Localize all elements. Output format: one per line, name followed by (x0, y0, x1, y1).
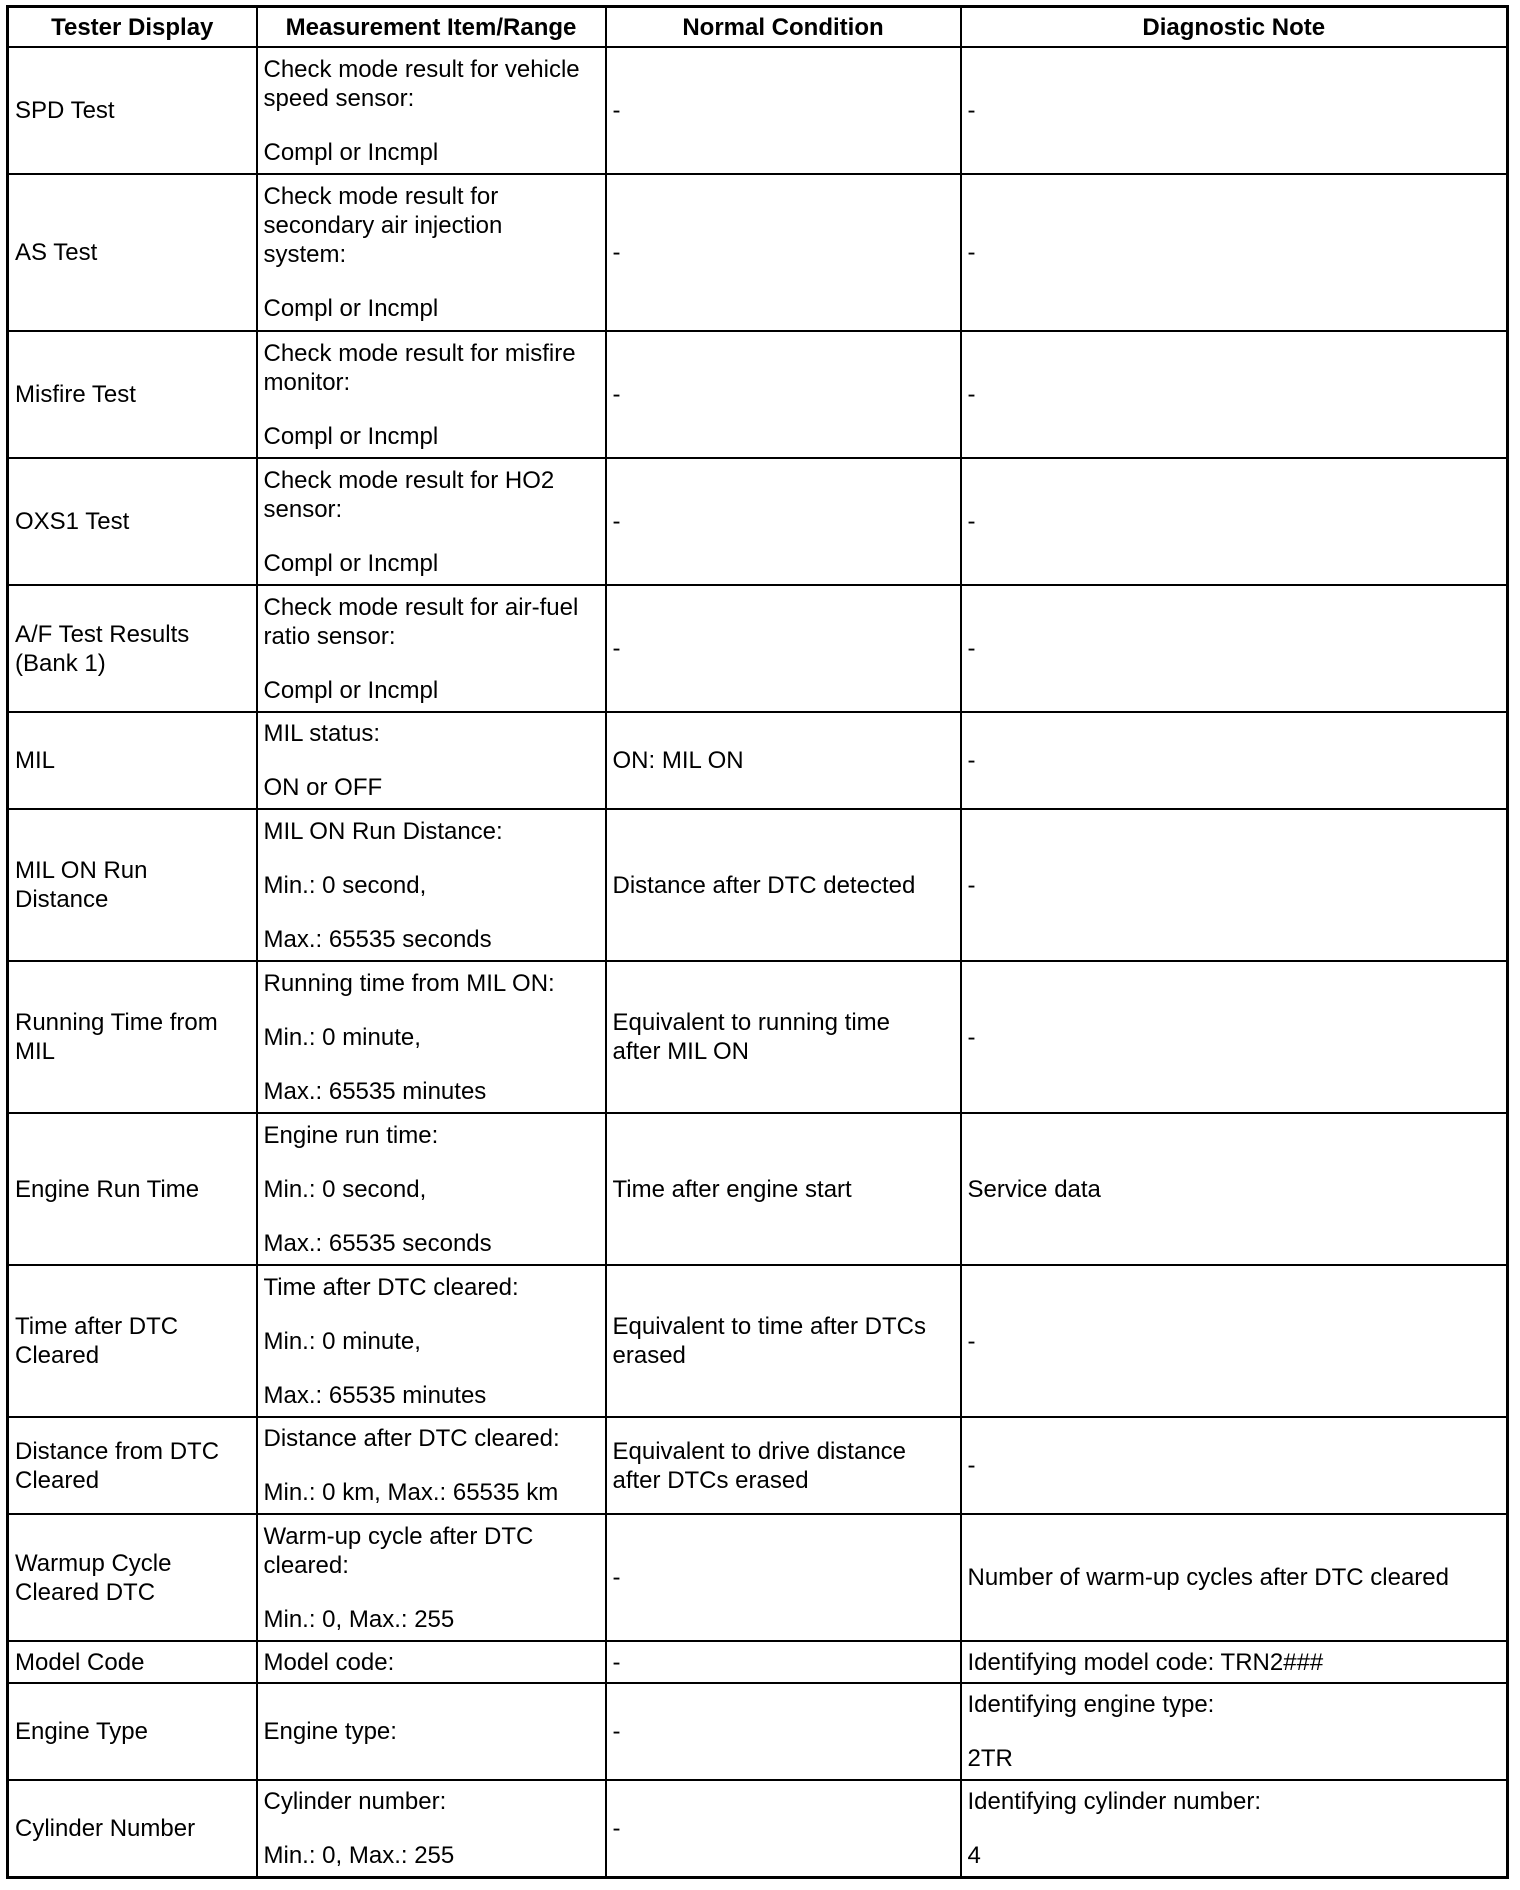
cell-text-line: MIL (15, 747, 56, 774)
diagnostic-note-cell (961, 1683, 1508, 1780)
cell-text-line: Equivalent to running time (612, 1009, 890, 1036)
table-row (8, 47, 1508, 174)
normal-condition-cell (606, 712, 961, 809)
cell-text-line: Compl or Incmpl (263, 676, 439, 704)
measurement-range-cell (257, 809, 606, 961)
measurement-range-cell (257, 1113, 606, 1265)
cell-text-line: ON or OFF (263, 774, 383, 801)
diagnostic-note-cell (961, 1514, 1508, 1641)
cell-text-line: after DTCs erased (612, 1466, 809, 1494)
cell-text-line (968, 1816, 1501, 1841)
cell-text-line: Cleared (15, 1466, 100, 1494)
cell-text-line (264, 748, 599, 773)
diagnostic-note-cell (961, 47, 1508, 174)
table-row (8, 1641, 1508, 1683)
tester-display-cell (8, 1514, 257, 1641)
measurement-range-cell (257, 1265, 606, 1417)
tester-display-cell (8, 458, 257, 585)
cell-text-line: Min.: 0 second, (263, 1175, 427, 1203)
table-row (8, 809, 1508, 961)
cell-text-line: sensor: (263, 495, 343, 523)
normal-condition-cell (606, 47, 961, 174)
cell-text-line: Engine Run Time (15, 1175, 200, 1203)
cell-text-line (264, 1580, 599, 1605)
header-tester-display: Tester Display (8, 7, 257, 48)
diagnostic-note-cell (961, 585, 1508, 712)
cell-text-line: Identifying model code: TRN2### (967, 1648, 1324, 1676)
cell-text-line: Compl or Incmpl (263, 138, 439, 166)
cell-text-line: Running time from MIL ON: (263, 969, 555, 997)
measurement-range-cell (257, 1417, 606, 1514)
cell-text-line: secondary air injection (263, 212, 503, 239)
cell-text-line: OXS1 Test (15, 508, 130, 535)
tester-display-cell (8, 712, 257, 809)
cell-text-line (264, 397, 599, 422)
normal-condition-cell (606, 585, 961, 712)
cell-text-line: Engine type: (263, 1718, 397, 1745)
cell-text-line (264, 998, 599, 1023)
cell-text-line: Max.: 65535 seconds (263, 925, 492, 953)
cell-text-line: - (612, 508, 621, 535)
diagnostic-note-cell (961, 961, 1508, 1113)
cell-text-line: - (967, 747, 976, 774)
cell-text-line: system: (263, 241, 347, 268)
header-measurement-item: Measurement Item/Range (257, 7, 606, 48)
table-row (8, 1113, 1508, 1265)
cell-text-line: ON: MIL ON (612, 747, 744, 774)
normal-condition-cell (606, 809, 961, 961)
cell-text-line: Time after DTC (15, 1313, 179, 1340)
tester-display-cell (8, 1641, 257, 1683)
measurement-range-cell (257, 47, 606, 174)
normal-condition-cell (606, 1683, 961, 1780)
cell-text-line: 4 (967, 1841, 981, 1869)
cell-text-line: Distance (15, 886, 109, 913)
normal-condition-cell (606, 174, 961, 331)
tester-display-cell (8, 47, 257, 174)
tester-display-cell (8, 174, 257, 331)
cell-text-line: MIL (15, 1038, 56, 1065)
cell-text-line (264, 1204, 599, 1229)
measurement-range-cell (257, 174, 606, 331)
cell-text-line: Min.: 0 km, Max.: 65535 km (263, 1479, 559, 1506)
tester-display-cell (8, 1683, 257, 1780)
tester-display-cell (8, 1417, 257, 1514)
cell-text-line: Cylinder number: (263, 1787, 447, 1815)
cell-text-line: - (967, 1023, 976, 1051)
table-row (8, 712, 1508, 809)
cell-text-line: - (612, 1814, 621, 1842)
table-row (8, 585, 1508, 712)
diagnostic-note-cell (961, 1641, 1508, 1683)
cell-text-line: Check mode result for misfire (263, 339, 576, 367)
normal-condition-cell (606, 1113, 961, 1265)
normal-condition-cell (606, 961, 961, 1113)
measurement-range-cell (257, 1780, 606, 1877)
cell-text-line (264, 1453, 599, 1478)
cell-text-line: Compl or Incmpl (263, 549, 439, 577)
cell-text-line: Compl or Incmpl (263, 295, 439, 322)
cell-text-line: Min.: 0 minute, (263, 1327, 421, 1355)
cell-text-line: Time after DTC cleared: (263, 1273, 519, 1301)
diagnostic-note-cell (961, 1113, 1508, 1265)
cell-text-line: Service data (967, 1175, 1101, 1203)
header-normal-condition: Normal Condition (606, 7, 961, 48)
cell-text-line: MIL status: (263, 720, 380, 747)
cell-text-line (264, 900, 599, 925)
tester-display-cell (8, 1780, 257, 1877)
tester-display-cell (8, 961, 257, 1113)
measurement-range-cell (257, 712, 606, 809)
cell-text-line: MIL ON Run Distance: (263, 817, 503, 845)
cell-text-line: - (612, 1718, 621, 1745)
tester-display-cell (8, 809, 257, 961)
normal-condition-cell (606, 1265, 961, 1417)
measurement-range-cell (257, 1514, 606, 1641)
cell-text-line: - (967, 871, 976, 899)
table-row (8, 174, 1508, 331)
cell-text-line: ratio sensor: (263, 622, 396, 650)
diagnostic-note-cell (961, 1265, 1508, 1417)
cell-text-line: Model code: (263, 1648, 395, 1676)
measurement-range-cell (257, 1683, 606, 1780)
cell-text-line: Engine Type (15, 1718, 148, 1745)
cell-text-line: - (967, 239, 976, 266)
cell-text-line: - (612, 635, 621, 662)
cell-text-line: - (967, 97, 976, 124)
diagnostic-note-cell (961, 1780, 1508, 1877)
cell-text-line (968, 1719, 1501, 1744)
cell-text-line: after MIL ON (612, 1038, 749, 1065)
normal-condition-cell (606, 1641, 961, 1683)
cell-text-line: - (967, 635, 976, 662)
normal-condition-cell (606, 1514, 961, 1641)
cell-text-line: Max.: 65535 seconds (263, 1229, 492, 1257)
measurement-range-cell (257, 585, 606, 712)
table-row (8, 1417, 1508, 1514)
tester-display-cell (8, 1113, 257, 1265)
cell-text-line: - (612, 381, 621, 408)
cell-text-line: cleared: (263, 1551, 349, 1579)
table-row (8, 331, 1508, 458)
cell-text-line (264, 1302, 599, 1327)
cell-text-line: - (612, 97, 621, 124)
diagnostic-note-cell (961, 1417, 1508, 1514)
cell-text-line: Distance from DTC (15, 1437, 220, 1465)
cell-text-line (264, 1150, 599, 1175)
cell-text-line: Cleared DTC (15, 1578, 156, 1606)
cell-text-line: Min.: 0, Max.: 255 (263, 1841, 455, 1869)
cell-text-line: Check mode result for vehicle (263, 55, 580, 83)
cell-text-line: Cleared (15, 1342, 100, 1369)
cell-text-line: Model Code (15, 1648, 145, 1676)
diagnostic-note-cell (961, 174, 1508, 331)
cell-text-line (264, 846, 599, 871)
cell-text-line: - (612, 1648, 621, 1676)
cell-text-line: Warmup Cycle (15, 1549, 172, 1577)
cell-text-line: Min.: 0, Max.: 255 (263, 1605, 455, 1633)
cell-text-line: Min.: 0 second, (263, 871, 427, 899)
cell-text-line: Equivalent to drive distance (612, 1437, 907, 1465)
cell-text-line: Running Time from (15, 1009, 218, 1036)
normal-condition-cell (606, 458, 961, 585)
cell-text-line: A/F Test Results (15, 620, 190, 648)
cell-text-line (264, 1356, 599, 1381)
cell-text-line (264, 524, 599, 549)
cell-text-line: Cylinder Number (15, 1814, 196, 1842)
cell-text-line: MIL ON Run (15, 857, 148, 884)
tester-display-cell (8, 331, 257, 458)
cell-text-line (264, 1816, 599, 1841)
cell-text-line: Engine run time: (263, 1121, 439, 1149)
table-row (8, 1683, 1508, 1780)
cell-text-line: Max.: 65535 minutes (263, 1381, 487, 1409)
header-diagnostic-note: Diagnostic Note (961, 7, 1508, 48)
cell-text-line (264, 651, 599, 676)
cell-text-line: - (967, 1327, 976, 1355)
data-list-table (6, 5, 1509, 1879)
cell-text-line: 2TR (967, 1745, 1013, 1772)
cell-text-line: Time after engine start (612, 1175, 852, 1203)
measurement-range-cell (257, 961, 606, 1113)
header-row (8, 7, 1508, 48)
measurement-range-cell (257, 458, 606, 585)
cell-text-line: Distance after DTC cleared: (263, 1425, 560, 1452)
document (6, 5, 1509, 1879)
cell-text-line: Check mode result for HO2 (263, 466, 555, 494)
normal-condition-cell (606, 331, 961, 458)
cell-text-line: - (967, 1452, 976, 1479)
measurement-range-cell (257, 1641, 606, 1683)
tester-display-cell (8, 1265, 257, 1417)
cell-text-line: Compl or Incmpl (263, 422, 439, 450)
normal-condition-cell (606, 1780, 961, 1877)
cell-text-line: speed sensor: (263, 84, 415, 112)
cell-text-line: Distance after DTC detected (612, 871, 916, 899)
table-row (8, 961, 1508, 1113)
cell-text-line: - (612, 239, 621, 266)
diagnostic-note-cell (961, 458, 1508, 585)
cell-text-line (264, 269, 599, 294)
cell-text-line: - (612, 1564, 621, 1591)
diagnostic-note-cell (961, 712, 1508, 809)
cell-text-line: monitor: (263, 368, 351, 396)
diagnostic-note-cell (961, 809, 1508, 961)
diagnostic-note-cell (961, 331, 1508, 458)
cell-text-line: Number of warm-up cycles after DTC cleared (967, 1564, 1449, 1591)
cell-text-line: - (967, 381, 976, 408)
cell-text-line: Max.: 65535 minutes (263, 1077, 487, 1105)
cell-text-line: Identifying engine type: (967, 1691, 1215, 1718)
table-row (8, 1514, 1508, 1641)
measurement-range-cell (257, 331, 606, 458)
tester-display-cell (8, 585, 257, 712)
cell-text-line: Check mode result for air-fuel (263, 593, 579, 621)
table-row (8, 1265, 1508, 1417)
cell-text-line: erased (612, 1342, 686, 1369)
cell-text-line: Identifying cylinder number: (967, 1787, 1261, 1815)
table-row (8, 458, 1508, 585)
cell-text-line: Min.: 0 minute, (263, 1023, 421, 1051)
cell-text-line (264, 113, 599, 138)
cell-text-line: - (967, 508, 976, 535)
cell-text-line: Check mode result for (263, 183, 499, 210)
cell-text-line: SPD Test (15, 97, 115, 124)
cell-text-line: AS Test (15, 239, 98, 266)
cell-text-line: (Bank 1) (15, 649, 106, 677)
cell-text-line (264, 1052, 599, 1077)
cell-text-line: Misfire Test (15, 381, 136, 408)
normal-condition-cell (606, 1417, 961, 1514)
table-row (8, 1780, 1508, 1877)
cell-text-line: Warm-up cycle after DTC (263, 1522, 534, 1550)
cell-text-line: Equivalent to time after DTCs (612, 1313, 926, 1340)
